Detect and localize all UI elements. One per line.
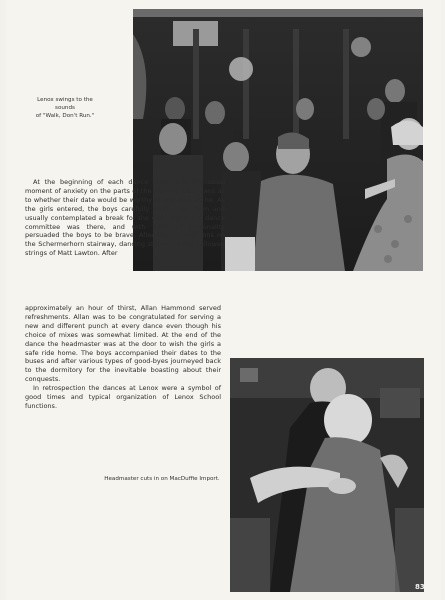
article-paragraph-1-bottom: approximately an hour of thirst, Allan Hammond served refreshments. Allan was to be congratulated for serving a new and different punch at every dance even though his choice of mixes was somewhat limited. At the end of the dance the headmaster was at the door to wish the girls a safe ride home. The boys accompanied their dates to the buses and after various types of good-byes journeyed back to the dormitory for the inevitable boasting about their conquests.	[25, 304, 221, 384]
article-body-lower	[25, 304, 221, 411]
headmaster-photo-image	[230, 358, 424, 592]
yearbook-page	[6, 0, 441, 600]
dance-photo-caption	[30, 96, 100, 120]
article-body	[25, 178, 225, 258]
headmaster-photo-caption	[97, 475, 227, 483]
headmaster-caption-text: Headmaster cuts in on MacDuffie Import.	[104, 476, 220, 482]
dance-caption-text: Lenox swings to the sounds of "Walk, Don't Run."	[35, 97, 95, 119]
page-number: 83	[415, 583, 425, 591]
article-paragraph-2: In retrospection the dances at Lenox were a symbol of good times and typical organization of Lenox School functions.	[25, 384, 221, 410]
article-paragraph-1-top: At the beginning of each dance there was the usual moment of anxiety on the parts of the aspiring Don Juans as to whether their date would be worthy of one such as he. As the girls entered, the boys carefully scrutinized them and usually contemplated a break for the door. Again the dance committee was there, and with force of personality persuaded the boys to be brave. After the introductions on the Schermerhorn stairway, dancing started to the hallowed strings of Matt Lawton. After	[25, 178, 225, 258]
headmaster-photo	[230, 358, 424, 592]
